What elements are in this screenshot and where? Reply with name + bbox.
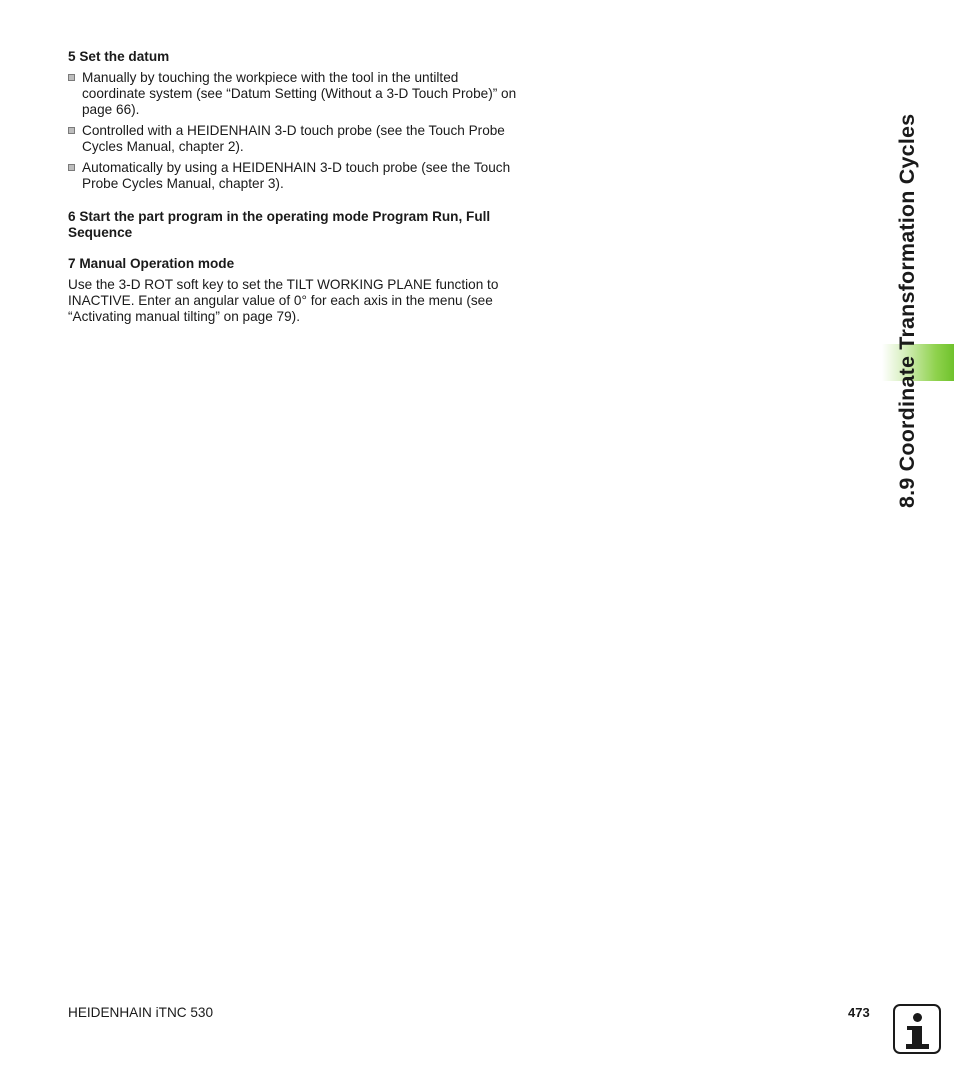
info-stem — [912, 1026, 922, 1045]
square-bullet-icon — [68, 127, 75, 134]
page-number: 473 — [848, 1005, 870, 1020]
info-base — [906, 1044, 929, 1049]
step-heading-start-program: 6 Start the part program in the operating mode Program Run, Full Sequence — [68, 209, 491, 240]
list-item — [68, 123, 518, 155]
page-content — [68, 49, 518, 325]
list-item — [68, 70, 518, 118]
square-bullet-icon — [68, 164, 75, 171]
step-heading-manual-operation: 7 Manual Operation mode — [68, 256, 235, 271]
chapter-side-title: 8.9 Coordinate Transformation Cycles — [895, 113, 919, 508]
info-dot — [913, 1013, 922, 1022]
step-heading-set-datum: 5 Set the datum — [68, 49, 170, 64]
square-bullet-icon — [68, 74, 75, 81]
list-item — [68, 160, 518, 192]
info-icon — [893, 1004, 941, 1054]
list-item-text: Controlled with a HEIDENHAIN 3-D touch probe (see the Touch Probe Cycles Manual, chapter 2). — [82, 123, 505, 154]
footer-product-name: HEIDENHAIN iTNC 530 — [68, 1005, 214, 1020]
list-item-text: Manually by touching the workpiece with the tool in the untilted coordinate system (see “Datum Setting (Without a 3-D Touch Probe)” on page 66). — [82, 70, 517, 117]
list-item-text: Automatically by using a HEIDENHAIN 3-D touch probe (see the Touch Probe Cycles Manual, chapter 3). — [82, 160, 511, 191]
step-paragraph: Use the 3-D ROT soft key to set the TILT WORKING PLANE function to INACTIVE. Enter an angular value of 0° for each axis in the menu (see “Activating manual tilting” on page 79). — [68, 277, 499, 324]
